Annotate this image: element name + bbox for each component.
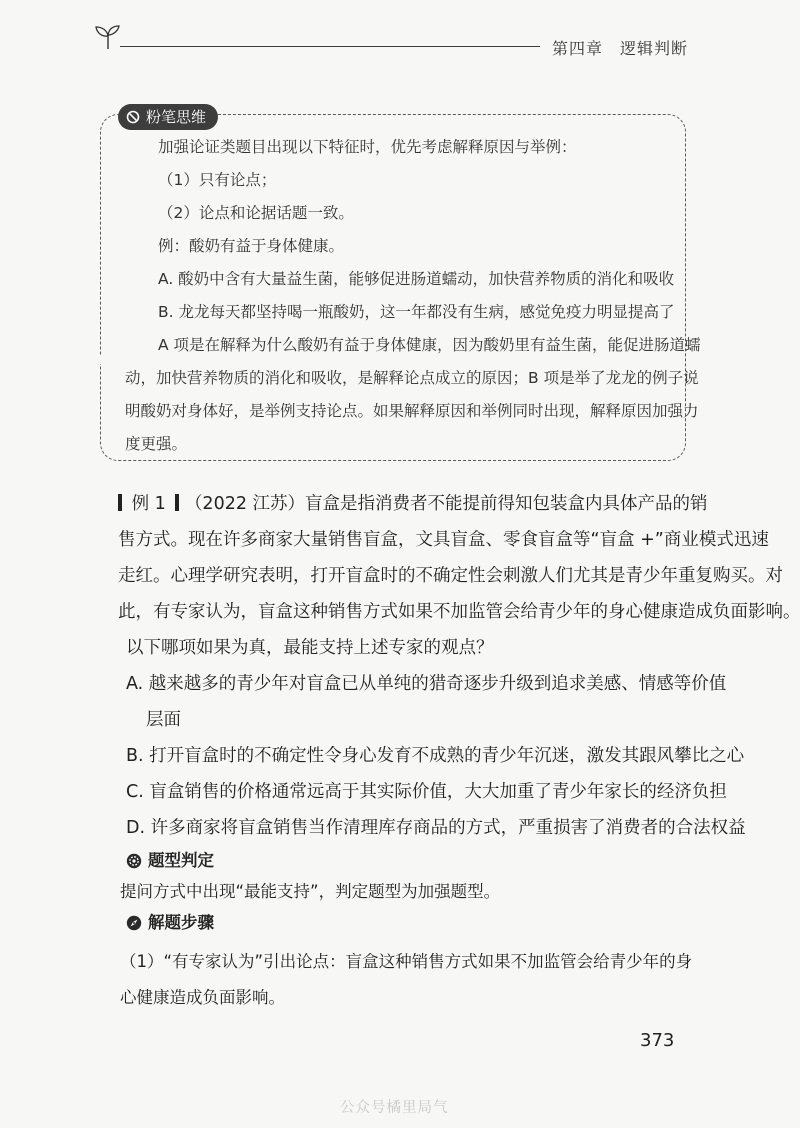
solution-line: 心健康造成负面影响。 bbox=[120, 988, 285, 1007]
tip-line: A. 酸奶中含有大量益生菌，能够促进肠道蠕动，加快营养物质的消化和吸收 bbox=[158, 270, 675, 288]
tip-line: B. 龙龙每天都坚持喝一瓶酸奶，这一年都没有生病，感觉免疫力明显提高了 bbox=[158, 303, 675, 321]
tip-line: 动，加快营养物质的消化和吸收，是解释论点成立的原因；B 项是举了龙龙的例子说 bbox=[125, 369, 699, 387]
example-tag: 例 1 bbox=[131, 494, 166, 514]
example-marker-left bbox=[118, 494, 122, 511]
example-line: 售方式。现在许多商家大量销售盲盒，文具盲盒、零食盲盒等“盲盒 +”商业模式迅速 bbox=[118, 530, 769, 550]
type-judgement-title: 题型判定 bbox=[148, 851, 214, 870]
header-rule bbox=[120, 46, 540, 47]
question-text: 以下哪项如果为真，最能支持上述专家的观点？ bbox=[126, 638, 494, 658]
option-c: C. 盲盒销售的价格通常远高于其实际价值，大大加重了青少年家长的经济负担 bbox=[126, 782, 727, 802]
tip-line: A 项是在解释为什么酸奶有益于身体健康，因为酸奶里有益生菌，能促进肠道蠕 bbox=[158, 336, 701, 354]
tip-line: 明酸奶对身体好，是举例支持论点。如果解释原因和举例同时出现，解释原因加强力 bbox=[125, 402, 699, 420]
tip-label-text: 粉笔思维 bbox=[146, 108, 207, 126]
ban-icon bbox=[126, 110, 140, 124]
example-text: （2022 江苏）盲盒是指消费者不能提前得知包装盒内具体产品的销 bbox=[184, 494, 708, 514]
tip-line: 加强论证类题目出现以下特征时，优先考虑解释原因与举例： bbox=[158, 138, 577, 156]
option-d: D. 许多商家将盲盒销售当作清理库存商品的方式，严重损害了消费者的合法权益 bbox=[126, 818, 746, 838]
example-line: 走红。心理学研究表明，打开盲盒时的不确定性会刺激人们尤其是青少年重复购买。对 bbox=[118, 566, 783, 586]
tip-line: （2）论点和论据话题一致。 bbox=[158, 204, 354, 222]
option-a-continued: 层面 bbox=[146, 710, 181, 730]
solution-title: 解题步骤 bbox=[148, 913, 214, 932]
example-marker-right bbox=[175, 494, 179, 511]
chapter-title: 第四章 逻辑判断 bbox=[552, 39, 689, 58]
tip-box-notch bbox=[100, 356, 150, 364]
option-b: B. 打开盲盒时的不确定性令身心发育不成熟的青少年沉迷，激发其跟风攀比之心 bbox=[126, 746, 745, 766]
option-a: A. 越来越多的青少年对盲盒已从单纯的猎奇逐步升级到追求美感、情感等价值 bbox=[126, 674, 727, 694]
solution-line: （1）“有专家认为”引出论点：盲盒这种销售方式如果不加监管会给青少年的身 bbox=[120, 952, 693, 971]
tip-line: 例：酸奶有益于身体健康。 bbox=[158, 237, 345, 255]
tip-label bbox=[118, 104, 218, 130]
tip-line: （1）只有论点； bbox=[158, 171, 277, 189]
type-judgement-heading bbox=[126, 850, 214, 872]
solution-heading bbox=[126, 912, 214, 934]
type-judgement-text: 提问方式中出现“最能支持”，判定题型为加强题型。 bbox=[120, 882, 501, 901]
gear-icon bbox=[126, 853, 142, 869]
page-number: 373 bbox=[640, 1030, 675, 1051]
watermark-text: 公众号橘里局气 bbox=[340, 1100, 449, 1116]
example-line: 此，有专家认为，盲盒这种销售方式如果不加监管会给青少年的身心健康造成负面影响。 bbox=[118, 602, 800, 622]
example-line bbox=[118, 492, 708, 516]
tip-line: 度更强。 bbox=[125, 435, 188, 453]
compass-icon bbox=[126, 915, 142, 931]
